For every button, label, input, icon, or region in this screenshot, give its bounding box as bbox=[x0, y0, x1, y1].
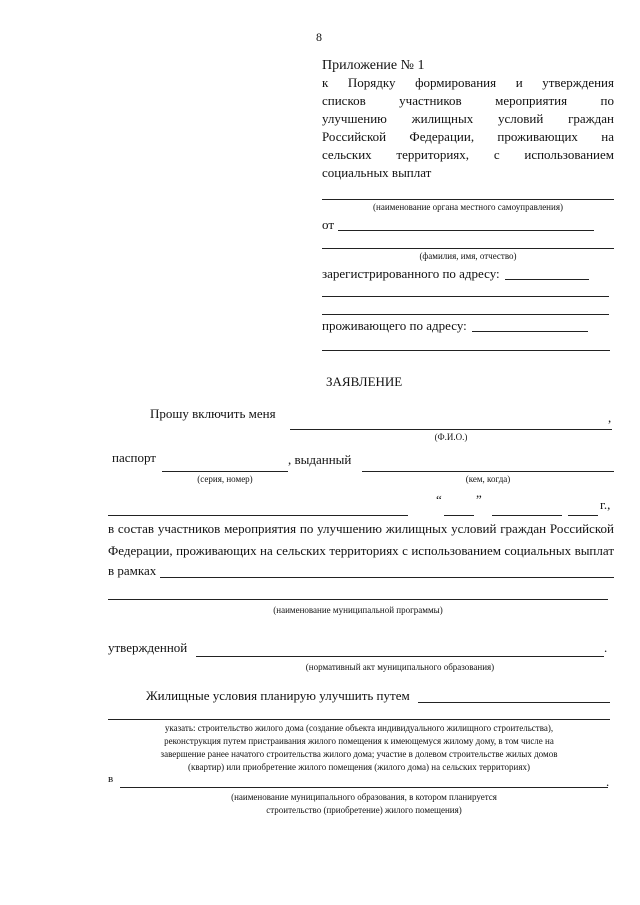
statement-title: ЗАЯВЛЕНИЕ bbox=[326, 374, 403, 389]
in-label: в bbox=[108, 773, 114, 785]
request-label: Прошу включить меня bbox=[150, 406, 276, 421]
body-line-1: в состав участников мероприятия по улучшению жилищных условий граждан Российской bbox=[108, 521, 614, 536]
from-label: от bbox=[322, 217, 335, 232]
program-name-line-2[interactable] bbox=[108, 599, 608, 600]
fio-field-line[interactable] bbox=[322, 248, 614, 249]
date-day-line[interactable] bbox=[444, 515, 474, 516]
municipality-line[interactable] bbox=[120, 787, 608, 788]
passport-label: паспорт bbox=[112, 450, 156, 465]
program-name-line[interactable] bbox=[160, 577, 614, 578]
program-caption: (наименование муниципальной программы) bbox=[273, 605, 443, 615]
improve-label: Жилищные условия планирую улучшить путем bbox=[146, 688, 410, 703]
series-caption: (серия, номер) bbox=[197, 474, 253, 484]
method-caption-line: завершение ранее начатого строительства жилого дома; участие в долевом строительстве жилых домов bbox=[160, 749, 558, 759]
approved-period: . bbox=[604, 640, 608, 655]
comma: , bbox=[608, 410, 612, 425]
body-line-2: Федерации, проживающих на сельских территориях с использованием социальных выплат bbox=[108, 543, 614, 558]
fio-caption: (фамилия, имя, отчество) bbox=[419, 251, 517, 261]
issuer-caption: (кем, когда) bbox=[465, 474, 511, 484]
improve-method-line-2[interactable] bbox=[108, 719, 610, 720]
date-close-quote: ” bbox=[476, 492, 482, 507]
authority-caption: (наименование органа местного самоуправления) bbox=[373, 202, 563, 212]
municipality-caption-line: строительство (приобретение) жилого помещения) bbox=[266, 805, 462, 815]
date-open-quote: “ bbox=[436, 492, 442, 507]
within-label: в рамках bbox=[108, 563, 157, 578]
appendix-line: социальных выплат bbox=[322, 165, 432, 180]
municipality-period: . bbox=[606, 774, 610, 789]
registered-label: зарегистрированного по адресу: bbox=[322, 266, 500, 281]
appendix-line: сельских территориях, с использованием bbox=[322, 147, 614, 162]
method-caption-line: реконструкция путем пристраивания жилого помещения к имеющемуся жилому дому, в том числе на bbox=[164, 736, 554, 746]
date-month-line[interactable] bbox=[492, 515, 562, 516]
applicant-name-line[interactable] bbox=[290, 429, 612, 430]
residing-address-line-2[interactable] bbox=[322, 350, 610, 351]
passport-series-line[interactable] bbox=[162, 471, 288, 472]
act-caption: (нормативный акт муниципального образования) bbox=[305, 662, 495, 672]
appendix-title: Приложение № 1 bbox=[322, 58, 425, 73]
year-suffix: г., bbox=[600, 497, 611, 512]
issuer-continuation-line[interactable] bbox=[108, 515, 408, 516]
method-caption-line: указать: строительство жилого дома (создание объекта индивидуального жилищного строительства), bbox=[164, 723, 554, 733]
appendix-line: списков участников мероприятия по bbox=[322, 93, 614, 108]
registered-address-line[interactable] bbox=[505, 279, 589, 280]
residing-address-line[interactable] bbox=[472, 331, 588, 332]
municipality-caption-line: (наименование муниципального образования, в котором планируется bbox=[231, 792, 497, 802]
passport-issuer-line[interactable] bbox=[362, 471, 614, 472]
appendix-line: к Порядку формирования и утверждения bbox=[322, 75, 614, 90]
residing-label: проживающего по адресу: bbox=[322, 318, 467, 333]
act-line[interactable] bbox=[196, 656, 604, 657]
page-number: 8 bbox=[316, 30, 322, 44]
registered-address-line-2[interactable] bbox=[322, 296, 609, 297]
date-year-line[interactable] bbox=[568, 515, 598, 516]
issued-label: , выданный bbox=[288, 452, 352, 467]
appendix-line: улучшению жилищных условий граждан bbox=[322, 111, 614, 126]
authority-field-line[interactable] bbox=[322, 199, 614, 200]
registered-address-line-3[interactable] bbox=[322, 314, 609, 315]
appendix-line: Российской Федерации, проживающих на bbox=[322, 129, 614, 144]
from-field-line[interactable] bbox=[338, 230, 594, 231]
method-caption-line: (квартир) или приобретение жилого помещения (жилого дома) на сельских территориях) bbox=[187, 762, 530, 772]
approved-label: утвержденной bbox=[108, 640, 188, 655]
improve-method-line[interactable] bbox=[418, 702, 610, 703]
fio-short-caption: (Ф.И.О.) bbox=[434, 432, 468, 442]
